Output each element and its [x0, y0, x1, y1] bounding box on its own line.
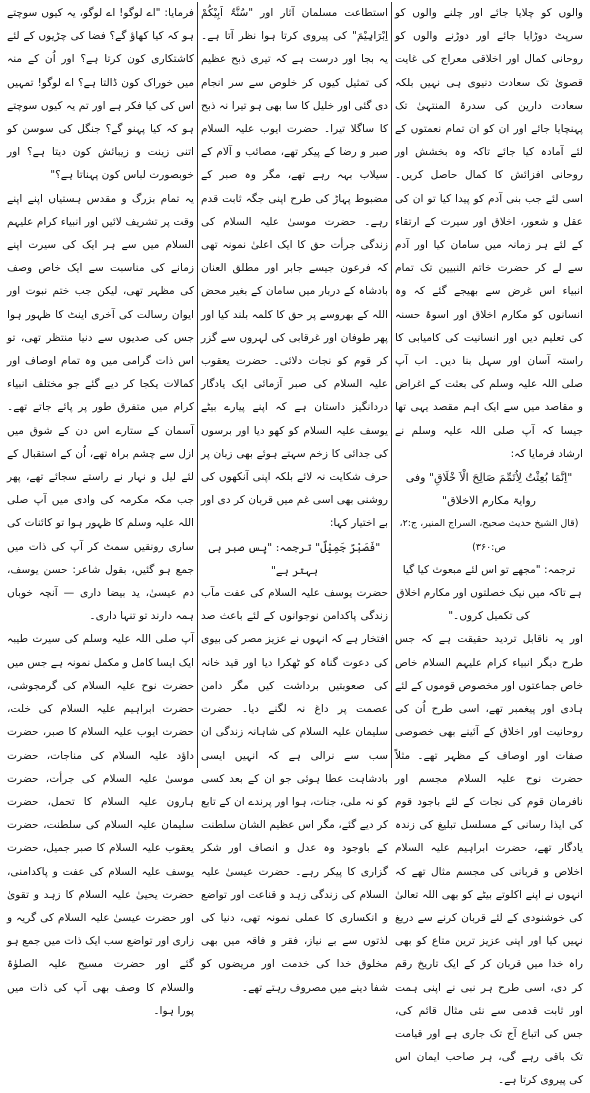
column-right	[392, 2, 586, 1087]
paragraph: فرمایا: "اے لوگو! اے لوگو، یہ کیوں سوچتے ہو کہ کیا کھاؤ گے؟ فضا کی چڑیوں کے لئے کاشتکاری کون کرتا ہے؟ اور اُن کے منہ میں خوراک کون ڈالتا ہے؟ اے لوگو! تمہیں اس کی کیا فکر ہے اور تم یہ کیوں سوچتے ہو کہ کیا پہنو گے؟ جنگل کی سوسن کو اتنی زینت و زیبائش کون دیتا ہے؟ اور خوبصورت لباس کون پہناتا ہے؟"	[7, 7, 194, 182]
paragraph: آپ صلی اللہ علیہ وسلم کی سیرت طیبہ ایک ایسا کامل و مکمل نمونہ ہے جس میں حضرت نوح علیہ السلام کی گرمجوشی، حضرت ابراہیم علیہ السلام کی خلت، حضرت ایوب علیہ السلام کا صبر، حضرت داؤد علیہ السلام کی مناجات، حضرت موسیٰ علیہ السلام کی جرأت، حضرت ہارون علیہ السلام کا تحمل، حضرت سلیمان علیہ السلام کی سلطنت، حضرت یعقوب علیہ السلام کا صبر جمیل، حضرت یوسف علیہ السلام کی عفت و پاکدامنی، حضرت یحییٰ علیہ السلام کا زہد و تقویٰ اور حضرت عیسیٰ علیہ السلام کی گریہ و زاری اور تواضع سب ایک ذات میں جمع ہو گئے اور حضرت مسیح علیہ الصلوٰۃ والسلام کا وصف بھی آپ کی ذات میں پورا ہوا۔	[7, 633, 194, 1017]
paragraph: حضرت یوسف علیہ السلام کی عفت مآب زندگی پاکدامن نوجوانوں کے لئے باعث صد افتخار ہے کہ انہوں نے عزیز مصر کی بیوی کی دعوت گناہ کو ٹھکرا دیا اور قید خانہ کی صعوبتیں برداشت کیں مگر دامن عصمت پر داغ نہ لگنے دیا۔ حضرت سلیمان علیہ السلام کی شاہانہ زندگی ان سب سے نرالی ہے کہ انہیں ایسی بادشاہت عطا ہوئی جو ان کے بعد کسی کو نہ ملی، جنات، ہوا اور پرندے ان کے تابع کر دیے گئے، مگر اس عظیم الشان سلطنت کے باوجود وہ عدل و انصاف اور شکر گزاری کا پیکر رہے۔ حضرت عیسیٰ علیہ السلام کی زندگی زہد و قناعت اور تواضع و انکساری کا عملی نمونہ تھی، دنیا کی لذتوں سے بے نیاز، فقر و فاقہ میں بھی مخلوق خدا کی خدمت اور مریضوں کو شفا دینے میں مصروف رہتے تھے۔	[201, 587, 388, 994]
paragraph: یہ تمام بزرگ و مقدس ہستیاں اپنے اپنے وقت پر تشریف لائیں اور انبیاء کرام علیہم السلام میں سے ہر ایک کی سیرت اپنے زمانے کی مناسبت سے ایک خاص وصف کی مظہر تھی، لیکن جب ختم نبوت اور ایوان رسالت کی آخری اینٹ کا ظہور ہوا جس کی صدیوں سے دنیا منتظر تھی، تو اس ذات گرامی میں وہ تمام اوصاف اور کمالات یکجا کر دیے گئے جو مختلف انبیاء کرام میں متفرق طور پر پائے جاتے تھے۔ آسمان کے ستارے اس دن کے شوق میں ازل سے چشم براہ تھے، اُن کے استقبال کے لئے لیل و نہار نے راستے سجائے تھے، پھر جب مکہ مکرمہ کی وادی میں آپ صلی اللہ علیہ وسلم کا ظہور ہوا تو کائنات کی ساری رونقیں سمٹ کر آپ کی ذات میں جمع ہو گئیں، بقول شاعر: حسن یوسف، دم عیسیٰ، ید بیضا داری — آنچہ خوباں ہمہ دارند تو تنہا داری۔	[7, 192, 194, 623]
hadith-translation: ترجمہ: "مجھے تو اس لئے مبعوث کیا گیا ہے تاکہ میں نیک خصلتوں اور مکارم اخلاق کی تکمیل کروں۔"	[396, 563, 582, 623]
quran-quote: "فَصَبْرٌ جَمِیْلٌ" ترجمہ: "پس صبر ہی بہتر ہے"	[208, 540, 381, 577]
column-left	[4, 2, 198, 1017]
column-middle	[198, 2, 392, 994]
hadith-reference: (قال الشیخ حدیث صحیح، السراج المنیر، ج:۲، ص:۳۶۰)	[399, 518, 579, 553]
paragraph: استطاعت مسلمان آثار اور "سُنَّۃُ اَبِیْکُمْ اِبْرَاہِیْمَ" کی پیروی کرتا ہوا نظر آتا ہے۔ یہ بجا اور درست ہے کہ تیری ذبح عظیم کی تمثیل کیوں کر خلوص سے سر انجام دی گئی اور خلیل کا سا بھی ہو تیرا نہ ذبح کا ساگلا تیرا۔ حضرت ایوب علیہ السلام صبر و رضا کے پیکر تھے، مصائب و آلام کے سیلاب بہہ رہے تھے، مگر وہ صبر کے مضبوط پہاڑ کی طرح اپنی جگہ ثابت قدم رہے۔ حضرت موسیٰ علیہ السلام کی زندگی جرأت حق کا ایک اعلیٰ نمونہ تھی کہ فرعون جیسے جابر اور مطلق العنان بادشاہ کے دربار میں سامان کے بغیر محض اللہ کے بھروسے پر حق کا کلمہ بلند کیا اور پھر طوفان اور غرقابی کی لہروں سے گزر کر قوم کو نجات دلائی۔ حضرت یعقوب علیہ السلام کی صبر آزمائی ایک یادگار دردانگیز داستان ہے کہ اپنے پیارے بیٹے یوسف علیہ السلام کو کھو دیا اور برسوں کی جدائی کا زخم سہتے ہوئے بھی زبان پر حرف شکایت نہ لائے بلکہ اپنی آنکھوں کی روشنی بھی اسی غم میں قربان کر دی اور بے اختیار کہا:	[201, 7, 388, 530]
paragraph: والوں کو چلایا جائے اور چلنے والوں کو سرپٹ دوڑایا جائے اور دوڑنے والوں کو روحانی کمال اور اخلاقی معراج کی غایت قصویٰ تک سعادت دنیوی ہی نہیں بلکہ سعادت دارین کی سدرۃ المنتہیٰ تک پہنچایا جائے اور ان کو ان تمام نعمتوں کے لئے آمادہ کیا جائے تاکہ وہ بخشش اور روحانی افزائش کا کمال حاصل کریں۔ اسی لئے جب بنی آدم کو پیدا کیا تو ان کی عقل و شعور، اخلاق اور سیرت کے ارتقاء کے لئے ہر زمانہ میں سامان کیا اور آدم سے لے کر حضرت خاتم النبیین تک تمام انبیاء اس غرض سے بھیجے گئے کہ وہ انسانوں کو مکارم اخلاق اور اسوۂ حسنہ کی تعلیم دیں اور انسانیت کی کامیابی کا راستہ آسان اور سہل بنا دیں۔ اب آپ صلی اللہ علیہ وسلم کی بعثت کے اغراض و مقاصد میں سے ایک اہم مقصد یہی تھا جیسا کہ آپ صلی اللہ علیہ وسلم نے ارشاد فرمایا کہ:	[395, 7, 583, 460]
hadith-verse: "اِنَّمَا بُعِثْتُ لِاُتَمِّمَ صَالِحَ الْاَ خْلَاقِ" وفی روایۃ مکارم الاخلاق"	[405, 471, 573, 508]
paragraph: اور یہ ناقابل تردید حقیقت ہے کہ جس طرح دیگر انبیاء کرام علیہم السلام خاص خاص جماعتوں اور مخصوص قوموں کے لئے ہادی اور پیغمبر تھے، اسی طرح اُن کی روحانیت اور اخلاق کے آئینے بھی خصوصی صفات اور اوصاف کے مظہر تھے۔ مثلاً حضرت نوح علیہ السلام مجسم اور نافرمان قوم کی نجات کے لئے باجود قوم کی ایذا رسانی کے مسلسل تبلیغ کی زندہ یادگار تھے، حضرت ابراہیم علیہ السلام اخلاص و قربانی کی مجسم مثال تھے کہ انہوں نے اپنے اکلوتے بیٹے کو بھی اللہ تعالیٰ کی خوشنودی کے لئے قربان کرنے سے دریغ نہیں کیا اور اپنی عزیز ترین متاع کو بھی راہ خدا میں قربان کر کے ایک تاریخ رقم کر دی، اسی طرح ہر نبی نے اپنی ہمت اور ثابت قدمی سے نئی مثال قائم کی، جس کی اتباع آج تک جاری ہے اور قیامت تک باقی رہے گی، ہر صاحب ایمان اس کی پیروی کرتا ہے۔	[395, 633, 583, 1087]
